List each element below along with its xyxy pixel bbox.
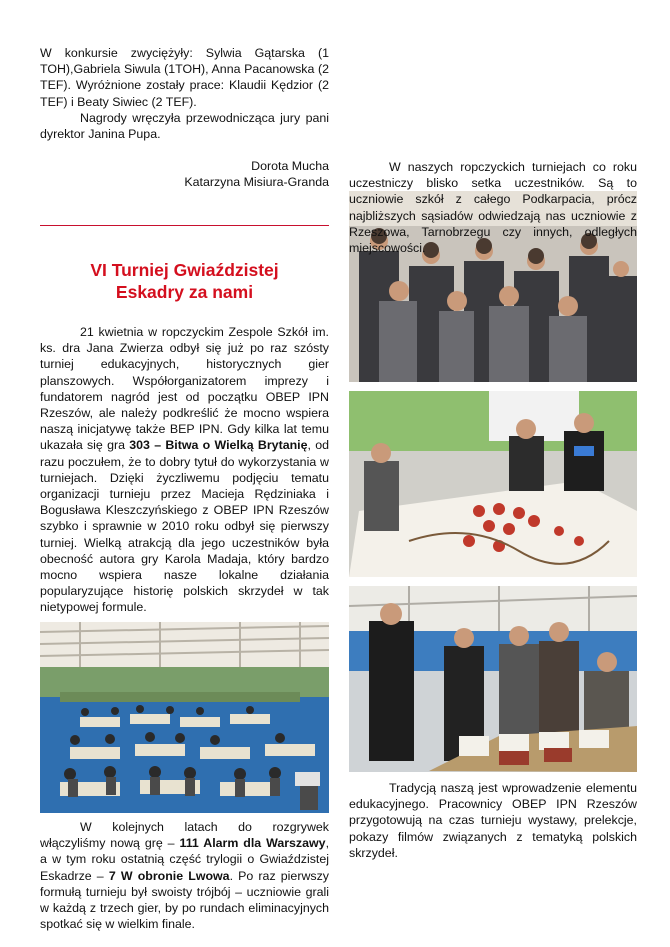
winners-paragraph: W konkursie zwyciężyły: Sylwia Gątarska (1 TOH),Gabriela Siwula (1TOH), Anna Pacanowska (2 TEF). Wyróżnione zostały prace: Klaudii Kędzior (2 TEF) i Beaty Siwiec (2 TEF). xyxy=(40,46,329,109)
article-paragraph-2-start: W kolejnych latach do rozgrywek włączyliśmy nową grę – 111 Alarm dla Warszawy, a w tym roku ostatnią część trylogii o Gwiaździstej Eskadrze – 7 W obronie Lwowa. Po raz pierwszy formułą turnieju był swoisty trójbój – uczniowie grali w każdą z trzech gier, by po rundach eliminacyjnych spotkać się w wielkim finale. xyxy=(40,820,330,932)
photo-game-board xyxy=(349,391,637,577)
game-title-7: 7 W obronie Lwowa xyxy=(108,868,230,883)
article-paragraph-4: Tradycją naszą jest wprowadzenie elementu edukacyjnego. Pracownicy OBEP IPN Rzeszów przygotowują na czas turnieju wystawy, prelekcje, pokazy filmów związanych z tematyką polskich skrzydeł. xyxy=(349,781,637,860)
photo-exhibition xyxy=(349,586,637,772)
article-title: VI Turniej Gwiaździstej Eskadry za nami xyxy=(90,260,279,302)
game-title-111: 111 Alarm dla Warszawy xyxy=(179,836,326,851)
author-1: Dorota Mucha xyxy=(251,159,329,174)
article-paragraph-3: W naszych ropczyckich turniejach co roku uczestniczy blisko setka uczestników. Są to uczniowie szkół z całego Podkarpacia, prócz najbliższych sąsiadów odwiedzają nas uczniowie z Rzeszowa, Tarnobrzegu czy innych, odległych miejscowości. xyxy=(349,160,637,256)
awards-paragraph: Nagrody wręczyła przewodnicząca jury pani dyrektor Janina Pupa. xyxy=(40,110,329,142)
section-divider xyxy=(40,225,329,226)
author-2: Katarzyna Misiura-Granda xyxy=(184,175,329,190)
game-title-303: 303 – Bitwa o Wielką Brytanię xyxy=(129,438,308,453)
article-paragraph-1: 21 kwietnia w ropczyckim Zespole Szkół im. ks. dra Jana Zwierza odbył się już po raz szósty turniej edukacyjnych, historycznych gier planszowych. Współorganizatorem imprezy i fundatorem nagród jest od początku OBEP IPN Rzeszów, ale należy podkreślić że mocno wspiera naszą inicjatywę także BEP IPN. Gdy kilka lat temu ukazała się gra 303 – Bitwa o Wielką Brytanię, od razu poczułem, że to dobry tytuł do wykorzystania w turniejach. Dzięki życzliwemu podjęciu tematu organizacji turnieju przez Macieja Rędziniaka i Bogusława Kleszczyńskiego z OBEP IPN Rzeszów szybko i sprawnie w 2010 roku odbył się pierwszy turniej. Wielką atrakcją dla jego uczestników była obecność autora gry Karola Madaja, który bardzo mocno wspiera nasze lokalne działania popularyzujące historię polskich skrzydeł w tak nietypowej formule. xyxy=(40,325,329,615)
intro-block xyxy=(40,45,329,191)
photo-hall-players xyxy=(40,622,329,813)
